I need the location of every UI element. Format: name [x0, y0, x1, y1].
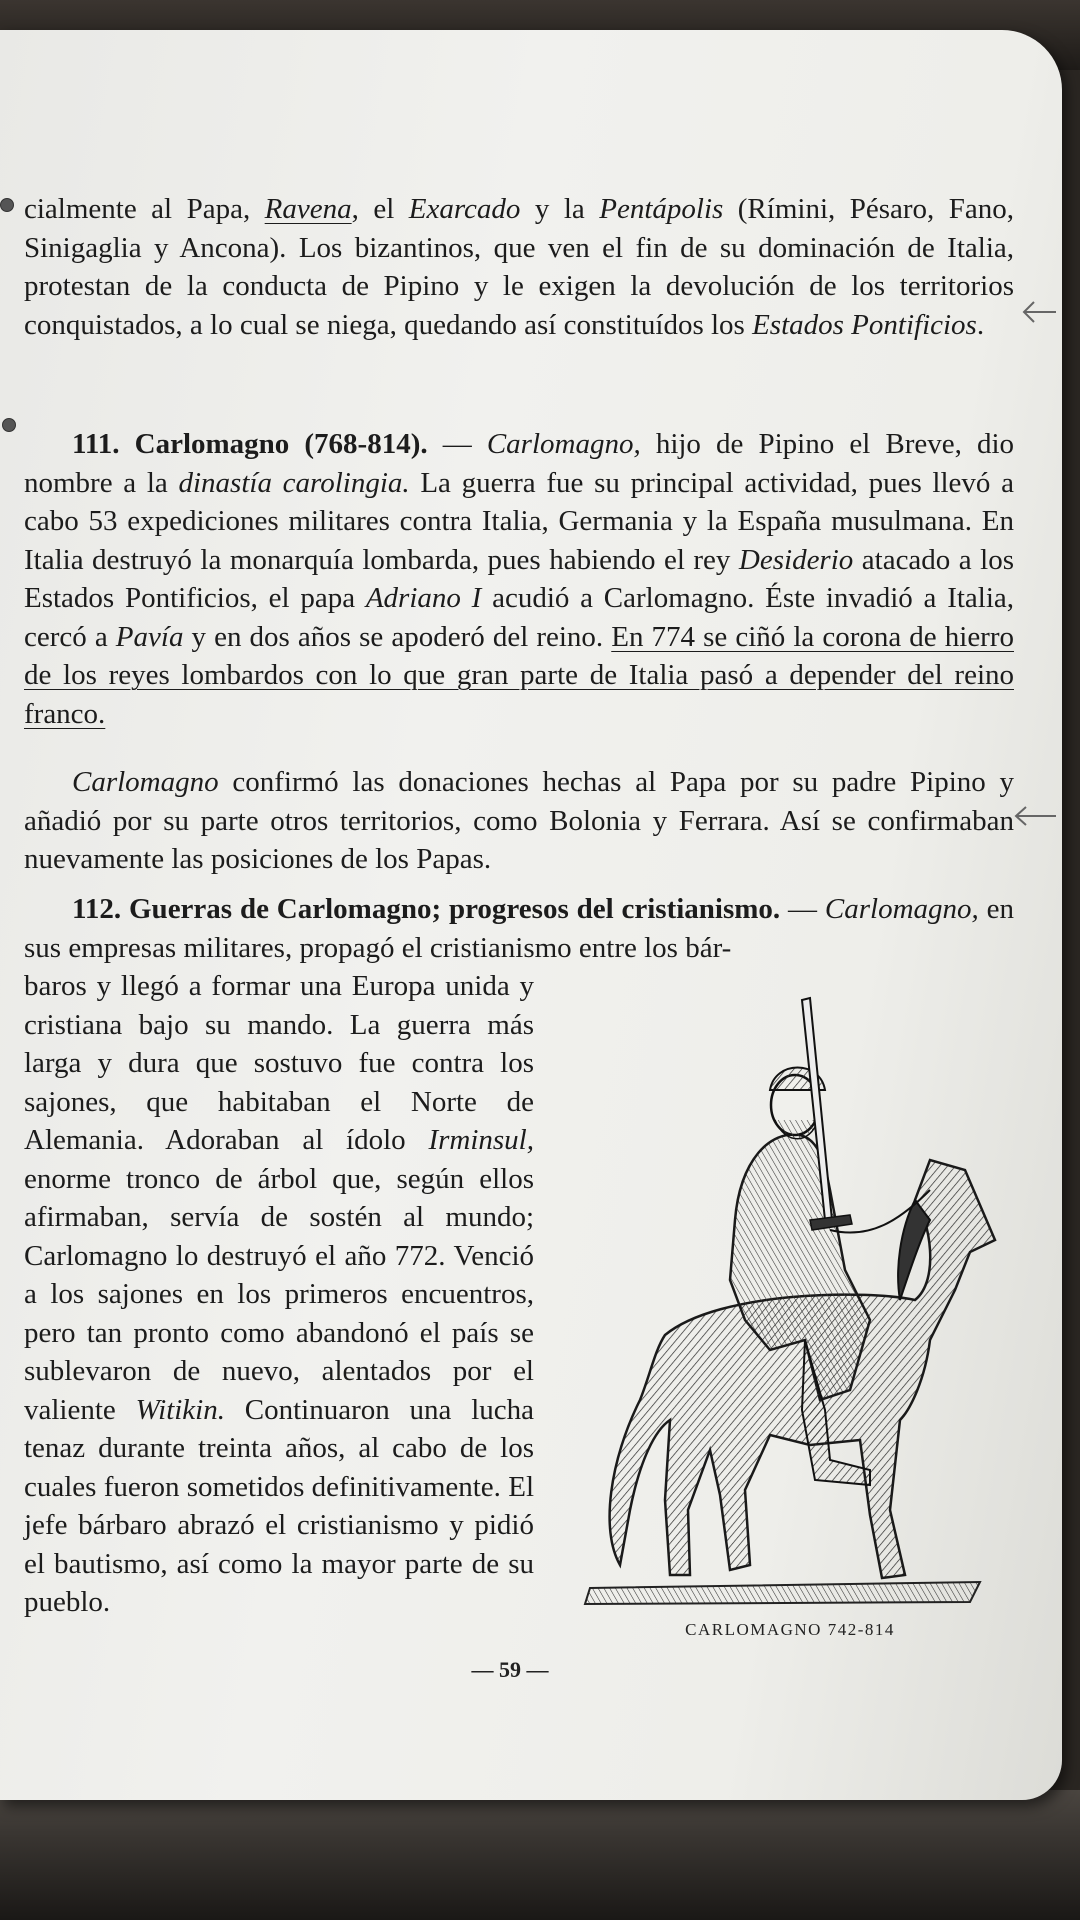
term-dinastia-carolingia: dinastía carolingia. [178, 466, 410, 499]
page-number: — 59 — [471, 1657, 549, 1682]
text-run: atacado a los Estados Pontificios, el papa [24, 543, 1014, 614]
text-run: hijo de Pipino el Breve, dio nombre a la [24, 428, 1014, 499]
text-run: y en dos años se apoderó del reino. [183, 620, 612, 653]
name-irminsul: Irminsul, [428, 1124, 534, 1156]
name-carlomagno: Carlomagno, [486, 428, 641, 460]
section-111 [24, 425, 1014, 733]
text-run: confirmó las donaciones hechas al Papa por su padre Pipino y añadió por su parte otros territorios, como Bolonia y Ferrara. Así se confirmaban nuevamente las posiciones de los Papas. [24, 766, 1014, 875]
place-pavia: Pavía [115, 620, 184, 653]
paragraph-sajones [24, 967, 534, 1622]
binding-hole-icon [0, 198, 14, 212]
text-run: baros y llegó a formar una Europa unida y cristiana bajo su mando. La guerra más larga y dura que sostuvo fue contra los sajones, que habitaban el Norte de Alemania. Adoraban al ídolo [24, 970, 534, 1156]
text-run: cialmente al Papa, [24, 193, 265, 225]
name-carlomagno: Carlomagno [72, 766, 219, 798]
section-heading: 111. Carlomagno (768-814). [72, 428, 428, 460]
figure-caption: CARLOMAGNO 742-814 [685, 1620, 895, 1639]
underlined-text: En 774 se ciñó la corona de hierro de los reyes lombardos con lo que gran parte de Italia pasó a depender del reino franco. [24, 620, 1014, 730]
text-run: — [780, 893, 825, 925]
book-edge-bottom [0, 1790, 1080, 1920]
text-run: Continuaron una lucha tenaz durante treinta años, al cabo de los cuales fueron sometidos definitivamente. El jefe bárbaro abrazó el cristianismo y pidió el bautismo, así como la mayor parte de su pueblo. [24, 1393, 534, 1618]
place-ravena: Ravena [264, 193, 352, 225]
name-adriano: Adriano I [365, 582, 482, 614]
text-run: . [976, 308, 985, 341]
name-carlomagno: Carlomagno, [824, 893, 979, 925]
text-run: enorme tronco de árbol que, según ellos afirmaban, servía de sostén al mundo; Carlomagno lo destruyó el año 772. Venció a los sajones en los primeros encuentros, pero tan pronto como abandonó el país se sublevaron de nuevo, alentados por el valiente [24, 1162, 534, 1426]
paragraph-donaciones [24, 763, 1014, 879]
name-witikin: Witikin. [135, 1393, 225, 1426]
margin-arrow-icon [1010, 802, 1060, 832]
place-exarcado: Exarcado [408, 193, 521, 225]
text-run: acudió a Carlomagno. Éste invadió a Italia, cercó a [24, 582, 1015, 653]
text-run: La guerra fue su principal actividad, pues llevó a cabo 53 expediciones militares contra Italia, Germania y la España musulmana. En Italia destruyó la monarquía lombarda, pues habiendo el rey [24, 466, 1014, 576]
binding-hole-icon [2, 418, 16, 432]
text-run: y la [520, 193, 600, 225]
section-heading: 112. Guerras de Carlomagno; progresos del cristianismo. [72, 893, 781, 925]
book-page [0, 30, 1062, 1800]
place-pentapolis: Pentápolis [599, 193, 724, 225]
text-run: , el [351, 193, 409, 225]
text-run: (Rímini, Pésaro, Fano, Sinigaglia y Ancona). Los bizantinos, que ven el fin de su dominación de Italia, protestan de la conducta de Pipino y le exigen la devolución de los territorios conquistados, a lo cual se niega, quedando así constituídos los [24, 193, 1015, 341]
section-112 [24, 890, 1014, 967]
text-run: — [427, 428, 487, 460]
paragraph-estados-pontificios [24, 190, 1014, 344]
name-desiderio: Desiderio [738, 543, 854, 576]
carlomagno-engraving [570, 990, 1000, 1620]
term-estados-pontificios: Estados Pontificios [752, 308, 977, 341]
text-run: en sus empresas militares, propagó el cristianismo entre los bár- [24, 893, 1015, 964]
margin-arrow-icon [1020, 298, 1060, 328]
